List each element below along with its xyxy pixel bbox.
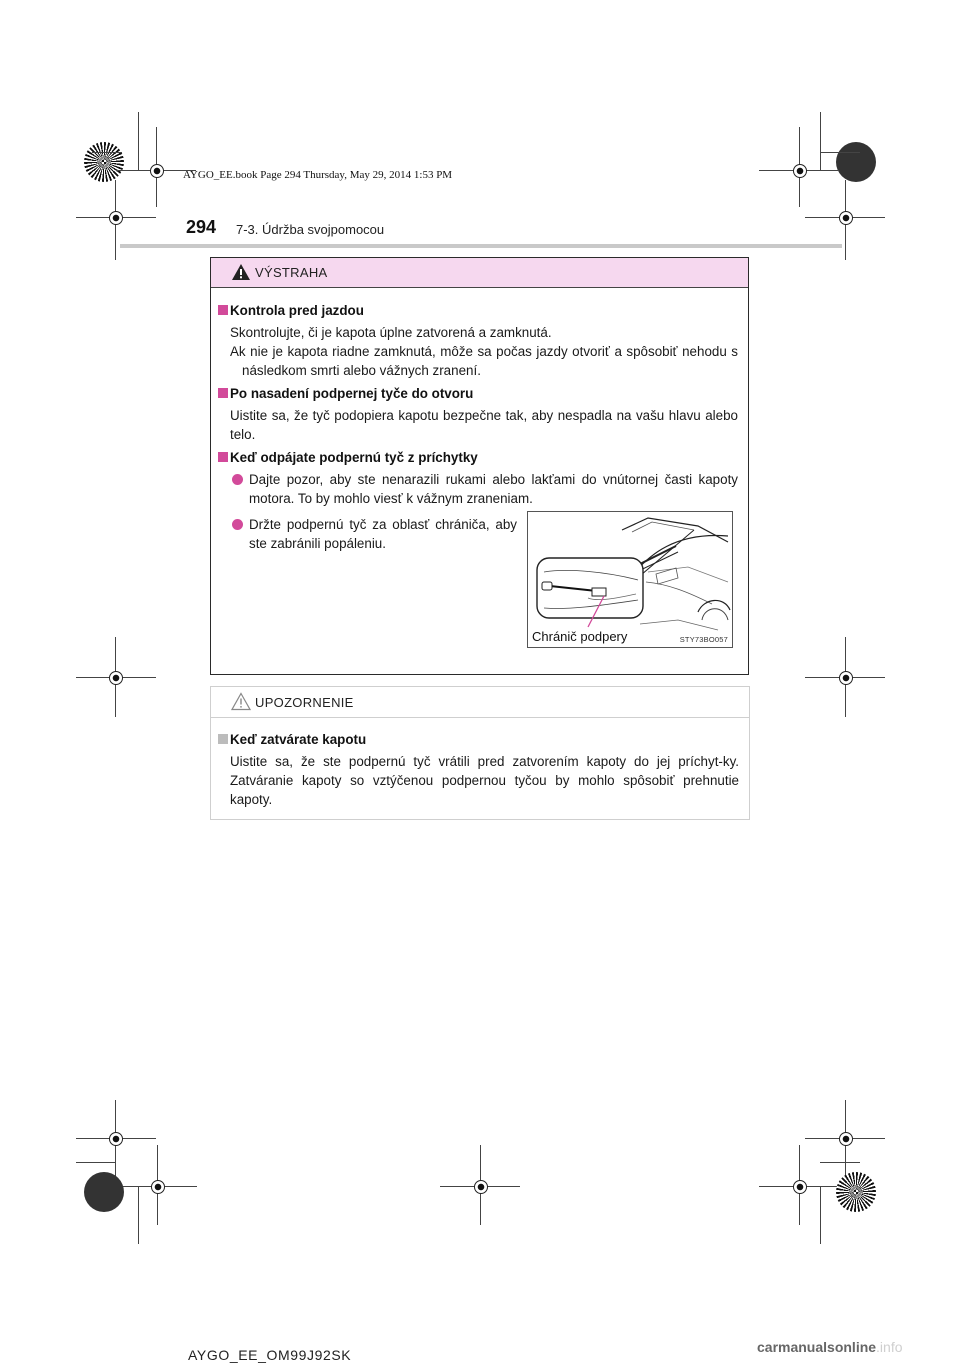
crosshair-icon	[109, 211, 123, 225]
caution-triangle-icon	[231, 692, 251, 711]
warning-box	[210, 257, 749, 675]
footer-manual-code: AYGO_EE_OM99J92SK	[188, 1347, 352, 1363]
square-bullet-icon	[218, 305, 228, 315]
caution-header	[211, 687, 749, 718]
car-hood-drawing-icon	[528, 512, 732, 647]
registration-disc-icon	[84, 1172, 124, 1212]
crosshair-icon	[793, 1180, 807, 1194]
crosshair-icon	[839, 671, 853, 685]
crosshair-icon	[839, 1132, 853, 1146]
warning-header	[211, 258, 748, 288]
caution-title: UPOZORNENIE	[255, 695, 354, 710]
crosshair-icon	[474, 1180, 488, 1194]
figure-code: STY73BO057	[679, 635, 728, 644]
crosshair-icon	[150, 164, 164, 178]
watermark	[757, 1339, 903, 1355]
caution-box	[210, 686, 750, 820]
guard-label: Chránič podpery	[532, 629, 628, 644]
watermark-tld: .info	[876, 1339, 903, 1355]
registration-disc-icon	[836, 1172, 876, 1212]
section-title: 7-3. Údržba svojpomocou	[236, 222, 385, 237]
header-rule	[120, 244, 842, 248]
crosshair-icon	[109, 1132, 123, 1146]
caution-subheading: Keď zatvárate kapotu	[218, 730, 739, 749]
watermark-text: carmanualsonline	[757, 1339, 877, 1355]
warning-paragraph: Skontrolujte, či je kapota úplne zatvorená a zamknutá.	[230, 325, 552, 340]
square-bullet-icon	[218, 452, 228, 462]
square-bullet-icon	[218, 734, 228, 744]
registration-disc-icon	[836, 142, 876, 182]
crosshair-icon	[839, 211, 853, 225]
crosshair-icon	[793, 164, 807, 178]
warning-title: VÝSTRAHA	[255, 265, 328, 280]
crosshair-icon	[151, 1180, 165, 1194]
hood-support-illustration	[527, 511, 733, 648]
warning-bullet: Držte podpernú tyč za oblasť chrániča, aby ste zabránili popáleniu.	[218, 515, 517, 553]
crosshair-icon	[109, 671, 123, 685]
round-bullet-icon	[232, 474, 243, 485]
warning-subheading: Kontrola pred jazdou	[218, 301, 738, 320]
page-number: 294	[186, 217, 217, 237]
caution-paragraph: Uistite sa, že ste podpernú tyč vrátili pred zatvorením kapoty do jej príchyt-ky. Zatváranie kapoty so vztýčenou podpernou tyčou by mohlo spôsobiť prehnutie kapoty.	[230, 754, 739, 807]
warning-paragraph: Ak nie je kapota riadne zamknutá, môže sa počas jazdy otvoriť a spôsobiť nehodu s následkom smrti alebo vážnych zranení.	[230, 344, 738, 378]
registration-disc-icon	[84, 142, 124, 182]
caution-body	[211, 718, 749, 809]
warning-paragraph: Uistite sa, že tyč podopiera kapotu bezpečne tak, aby nespadla na vašu hlavu alebo telo.	[230, 408, 738, 442]
warning-bullet: Dajte pozor, aby ste nenarazili rukami alebo lakťami do vnútornej časti kapoty motora. To by mohlo viesť k vážnym zraneniam.	[218, 470, 738, 508]
round-bullet-icon	[232, 519, 243, 530]
warning-subheading: Keď odpájate podpernú tyč z príchytky	[218, 448, 738, 467]
warning-triangle-icon	[231, 263, 251, 281]
square-bullet-icon	[218, 388, 228, 398]
warning-subheading: Po nasadení podpernej tyče do otvoru	[218, 384, 738, 403]
book-file-info: AYGO_EE.book Page 294 Thursday, May 29, 2014 1:53 PM	[183, 169, 453, 181]
